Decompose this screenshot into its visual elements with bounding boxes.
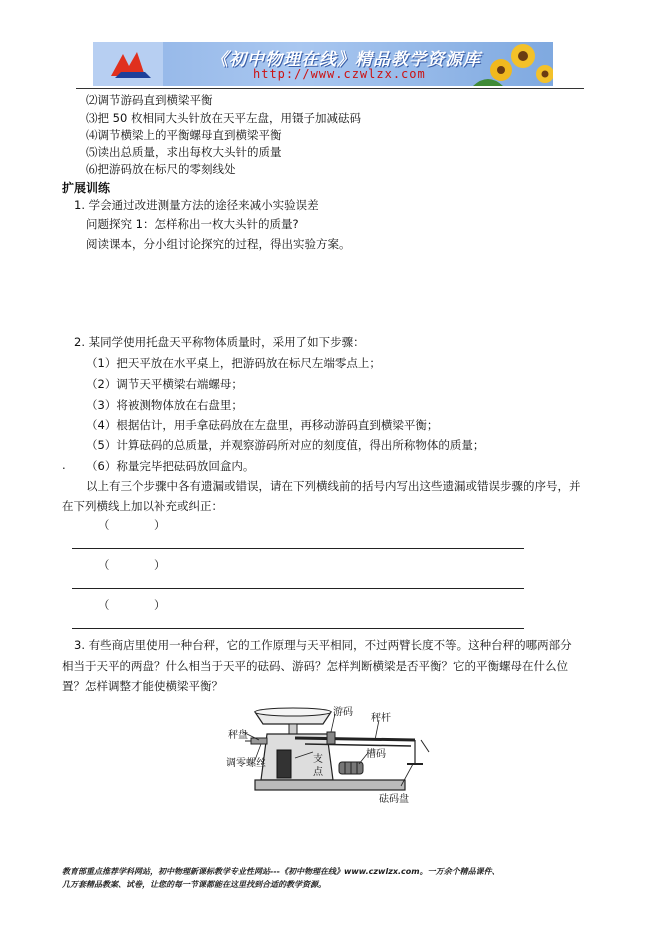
q2-instruction: 在下列横线上加以补充或纠正： bbox=[62, 499, 223, 513]
q2-step: （4）根据估计，用手拿砝码放在左盘里，再移动游码直到横梁平衡； bbox=[86, 418, 439, 432]
step-line: ⑶把 50 枚相同大头针放在天平左盘，用镊子加减砝码 bbox=[86, 111, 361, 125]
label-fulcrum: 点 bbox=[313, 767, 323, 778]
label-slot-weight: 槽码 bbox=[366, 749, 386, 760]
answer-bracket-close: ） bbox=[154, 598, 166, 612]
label-weight-pan: 砝码盘 bbox=[379, 794, 409, 805]
q2-step: （1）把天平放在水平桌上，把游码放在标尺左端零点上； bbox=[86, 356, 381, 370]
banner-title: 《初中物理在线》精品教学资源库 bbox=[211, 50, 481, 70]
answer-bracket-close: ） bbox=[154, 558, 166, 572]
q1-line3: 阅读课本，分小组讨论探究的过程，得出实验方案。 bbox=[86, 237, 351, 251]
q3-line3: 置？怎样调整才能使横梁平衡？ bbox=[62, 679, 223, 693]
answer-line[interactable] bbox=[72, 588, 524, 589]
q2-step: （5）计算砝码的总质量，并观察游码所对应的刻度值，得出所称物体的质量； bbox=[86, 438, 485, 452]
answer-bracket-open: （ bbox=[98, 518, 110, 532]
label-rider: 游码 bbox=[333, 707, 353, 718]
answer-line[interactable] bbox=[72, 628, 524, 629]
q2-step: （2）调节天平横梁右端螺母； bbox=[86, 377, 243, 391]
answer-bracket-open: （ bbox=[98, 558, 110, 572]
step-line: ⑹把游码放在标尺的零刻线处 bbox=[86, 162, 236, 176]
q2-step: （3）将被测物体放在右盘里； bbox=[86, 398, 243, 412]
step-line: ⑵调节游码直到横梁平衡 bbox=[86, 93, 213, 107]
q2-step: （6）称量完毕把砝码放回盒内。 bbox=[86, 459, 255, 473]
answer-bracket-close: ） bbox=[154, 518, 166, 532]
q1-line1: 1. 学会通过改进测量方法的途径来减小实验误差 bbox=[74, 198, 319, 212]
step-line: ⑷调节横梁上的平衡螺母直到横梁平衡 bbox=[86, 128, 282, 142]
answer-line[interactable] bbox=[72, 548, 524, 549]
footer-line: 几万套精品教案、试卷，让您的每一节课都能在这里找到合适的教学资源。 bbox=[62, 880, 326, 889]
header-divider bbox=[76, 88, 584, 89]
answer-bracket-open: （ bbox=[98, 598, 110, 612]
banner-url[interactable]: http://www.czwlzx.com bbox=[253, 67, 426, 81]
q2-instruction: 以上有三个步骤中各有遗漏或错误，请在下列横线前的括号内写出这些遗漏或错误步骤的序号，并 bbox=[86, 479, 581, 493]
section-title: 扩展训练 bbox=[62, 181, 111, 195]
q3-line2: 相当于天平的两盘？什么相当于天平的砝码、游码？怎样判断横梁是否平衡？它的平衡螺母在什么位 bbox=[62, 659, 568, 673]
step-line: ⑸读出总质量，求出每枚大头针的质量 bbox=[86, 145, 282, 159]
label-zero-screw: 调零螺丝 bbox=[226, 758, 266, 769]
label-fulcrum: 支 bbox=[313, 754, 323, 765]
footer-line: 教育部重点推荐学科网站，初中物理新课标教学专业性网站---《初中物理在线》www.czwlzx.com。一万余个精品课件、 bbox=[62, 867, 500, 876]
header-banner bbox=[93, 42, 553, 86]
q3-line1: 3. 有些商店里使用一种台秤，它的工作原理与天平相同，不过两臂长度不等。这种台秤的哪两部分 bbox=[74, 638, 572, 652]
q1-line2: 问题探究 1：怎样称出一枚大头针的质量? bbox=[86, 217, 299, 231]
q2-intro: 2. 某同学使用托盘天平称物体质量时，采用了如下步骤： bbox=[74, 335, 365, 349]
label-pan: 秤盘 bbox=[228, 730, 248, 741]
label-beam: 秤杆 bbox=[371, 713, 391, 724]
q2-dot: . bbox=[62, 458, 66, 472]
